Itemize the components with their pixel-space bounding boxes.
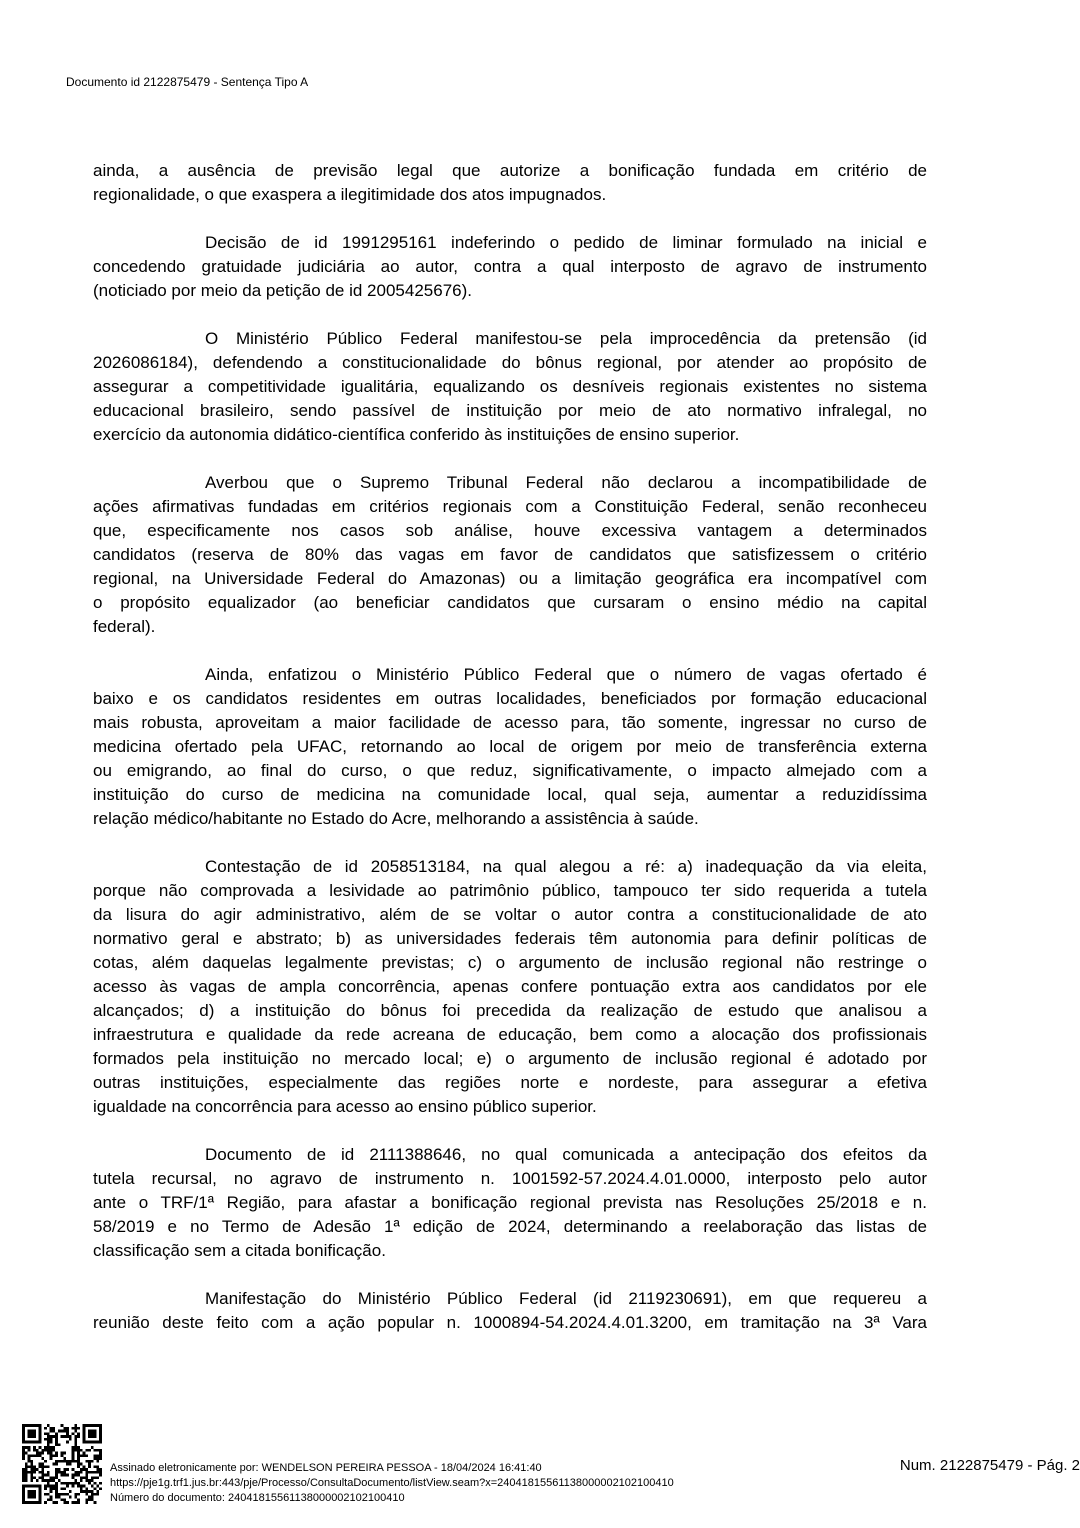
paragraph-line: classificação sem a citada bonificação. [93,1241,386,1260]
paragraph-line: Manifestação do Ministério Público Federal (id 2119230691), em que requereu a [205,1289,927,1308]
paragraph-line: concedendo gratuidade judiciária ao autor, contra a qual interposto de agravo de instrumento [93,257,927,276]
document-header [66,74,308,90]
paragraph-line: reunião deste feito com a ação popular n. 1000894-54.2024.4.01.3200, em tramitação na 3ª Vara [93,1313,927,1332]
paragraph-line: exercício da autonomia didático-científica conferido às instituições de ensino superior. [93,425,740,444]
paragraph-line: acesso às vagas de ampla concorrência, apenas confere pontuação extra aos candidatos por ele [93,977,927,996]
document-body [93,159,927,1359]
paragraph [93,1143,927,1263]
paragraph-line: Averbou que o Supremo Tribunal Federal não declarou a incompatibilidade de [205,473,927,492]
qr-code-icon [22,1424,102,1504]
paragraph-line: 58/2019 e no Termo de Adesão 1ª edição de 2024, determinando a reelaboração das listas de [93,1217,927,1236]
paragraph-line: formados pela instituição no mercado local; e) o argumento de inclusão regional é adotado por [93,1049,927,1068]
paragraph-line: alcançados; d) a instituição do bônus foi precedida da realização de estudo que analisou a [93,1001,927,1020]
signature-block [110,1461,674,1506]
paragraph-line: cotas, além daquelas legalmente previstas; c) o argumento de inclusão regional não restringe o [93,953,927,972]
paragraph [93,1287,927,1335]
page-number: Num. 2122875479 - Pág. 2 [899,1457,1080,1474]
paragraph-line: ante o TRF/1ª Região, para afastar a bonificação regional prevista nas Resoluções 25/2018 e n. [93,1193,927,1212]
verification-url[interactable]: https://pje1g.trf1.jus.br:443/pje/Processo/ConsultaDocumento/listView.seam?x=24041815561138000002102100410 [110,1477,674,1489]
paragraph [93,855,927,1119]
paragraph-line: federal). [93,617,156,636]
paragraph-line: O Ministério Público Federal manifestou-se pela improcedência da pretensão (id [205,329,927,348]
paragraph-line: educacional brasileiro, sendo passível de instituição por meio de ato normativo infralegal, no [93,401,927,420]
paragraph-line: ou emigrando, ao final do curso, o que reduz, significativamente, o impacto almejado com a [93,761,927,780]
paragraph-line: (noticiado por meio da petição de id 2005425676). [93,281,472,300]
paragraph-line: da lisura do agir administrativo, além de se voltar o autor contra a constitucionalidade de ato [93,905,927,924]
paragraph-line: assegurar a competitividade igualitária, equalizando os desníveis regionais existentes no sistema [93,377,927,396]
paragraph-line: Decisão de id 1991295161 indeferindo o pedido de liminar formulado na inicial e [205,233,927,252]
paragraph-line: tutela recursal, no agravo de instrumento n. 1001592-57.2024.4.01.0000, interposto pelo autor [93,1169,927,1188]
paragraph-line: que, especificamente nos casos sob análise, houve excessiva vantagem a determinados [93,521,927,540]
paragraph [93,231,927,303]
paragraph [93,471,927,639]
paragraph [93,663,927,831]
paragraph-line: 2026086184), defendendo a constitucionalidade do bônus regional, por atender ao propósito de [93,353,927,372]
paragraph [93,159,927,207]
paragraph-line: normativo geral e abstrato; b) as universidades federais têm autonomia para definir políticas de [93,929,927,948]
paragraph-line: relação médico/habitante no Estado do Acre, melhorando a assistência à saúde. [93,809,699,828]
paragraph-line: infraestrutura e qualidade da rede acreana de educação, bem como a alocação dos profissionais [93,1025,927,1044]
paragraph-line: Documento de id 2111388646, no qual comunicada a antecipação dos efeitos da [205,1145,927,1164]
paragraph-line: baixo e os candidatos residentes em outras localidades, beneficiados por formação educacional [93,689,927,708]
paragraph-line: igualdade na concorrência para acesso ao ensino público superior. [93,1097,597,1116]
paragraph-line: regional, na Universidade Federal do Amazonas) ou a limitação geográfica era incompatível com [93,569,927,588]
paragraph-line: Ainda, enfatizou o Ministério Público Federal que o número de vagas ofertado é [205,665,927,684]
paragraph-line: mais robusta, aproveitam a maior facilidade de acesso para, tão somente, ingressar no curso de [93,713,927,732]
paragraph-line: ainda, a ausência de previsão legal que autorize a bonificação fundada em critério de [93,161,927,180]
paragraph-line: regionalidade, o que exaspera a ilegitimidade dos atos impugnados. [93,185,607,204]
document-id-label: Documento id 2122875479 - Sentença Tipo A [66,75,309,89]
paragraph-line: o propósito equalizador (ao beneficiar candidatos que cursaram o ensino médio na capital [93,593,927,612]
paragraph-line: porque não comprovada a lesividade ao patrimônio público, tampouco ter sido requerida a tutela [93,881,927,900]
signed-by-text: Assinado eletronicamente por: WENDELSON PEREIRA PESSOA - 18/04/2024 16:41:40 [110,1462,542,1474]
paragraph-line: medicina ofertado pela UFAC, retornando ao local de origem por meio de transferência externa [93,737,927,756]
paragraph-line: Contestação de id 2058513184, na qual alegou a ré: a) inadequação da via eleita, [205,857,927,876]
paragraph-line: ações afirmativas fundadas em critérios regionais com a Constituição Federal, senão reconheceu [93,497,927,516]
paragraph [93,327,927,447]
document-number-text: Número do documento: 24041815561138000002102100410 [110,1492,405,1504]
paragraph-line: outras instituições, especialmente das regiões norte e nordeste, para assegurar a efetiva [93,1073,927,1092]
paragraph-line: instituição do curso de medicina na comunidade local, qual seja, aumentar a reduzidíssima [93,785,927,804]
paragraph-line: candidatos (reserva de 80% das vagas em favor de candidatos que satisfizessem o critério [93,545,927,564]
